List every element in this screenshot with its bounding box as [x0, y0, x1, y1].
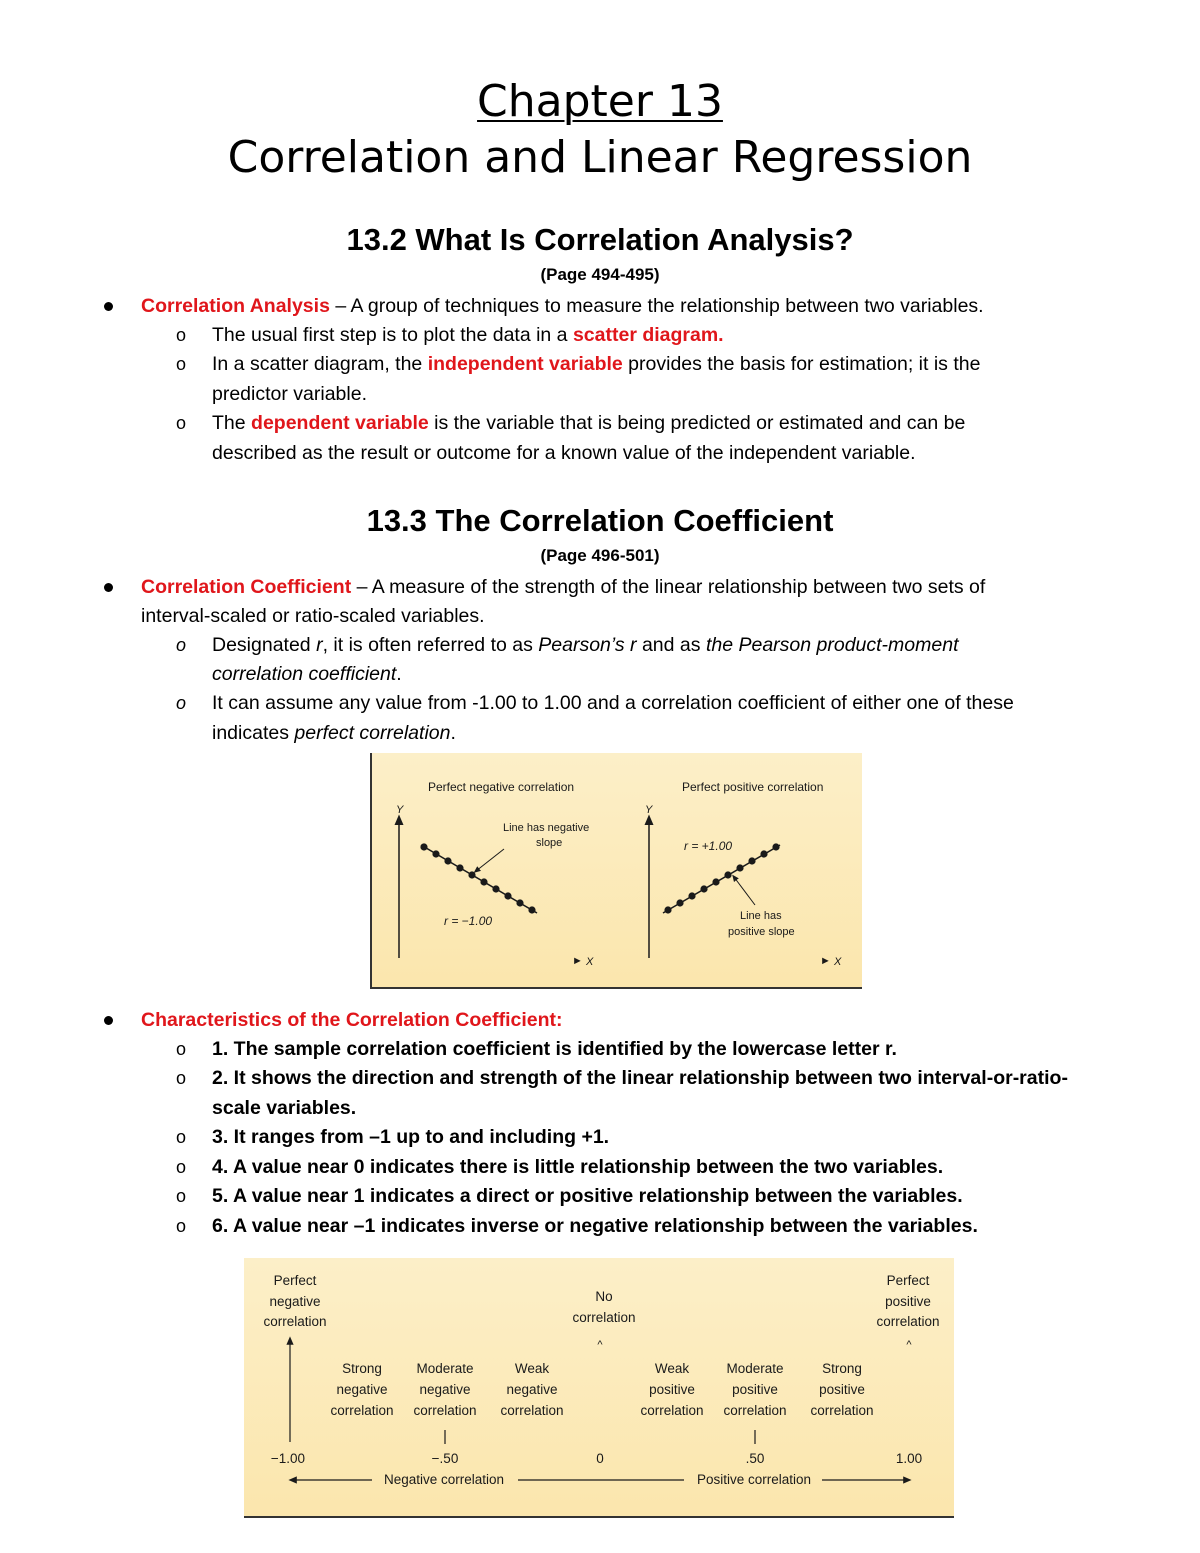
- fig2-negative-axis-label: Negative correlation: [383, 1472, 505, 1487]
- fig1-pos-data-point: [688, 892, 695, 899]
- characteristic-item-5: 5. A value near 1 indicates a direct or positive relationship between the variables.: [212, 1185, 963, 1207]
- circle-bullet-icon: o: [176, 1127, 187, 1147]
- fig1-right-x-label: X: [834, 956, 842, 968]
- chapter-title: Correlation and Linear Regression: [227, 132, 973, 183]
- fig2-moderate-neg-1: Moderate: [416, 1361, 474, 1376]
- fig1-pos-data-point: [712, 878, 719, 885]
- fig1-pos-data-point: [760, 850, 767, 857]
- section-13-2-page-ref: (Page 494-495): [540, 265, 660, 284]
- fig2-strong-neg-1: Strong: [342, 1361, 382, 1376]
- fig1-neg-data-point: [444, 857, 451, 864]
- fig1-right-y-label: Y: [645, 804, 653, 816]
- circle-bullet-icon: o: [176, 635, 187, 655]
- perfect-correlation-figure: [370, 753, 862, 989]
- dependent-variable-line: The dependent variable is the variable that is being predicted or estimated and can be: [212, 412, 966, 434]
- fig2-strong-neg-3: correlation: [330, 1403, 394, 1418]
- fig2-perfect-neg-1: Perfect: [273, 1273, 317, 1288]
- fig1-neg-r: r = −1.00: [444, 914, 493, 928]
- dependent-variable-line-cont: described as the result or outcome for a known value of the independent variable.: [212, 442, 916, 464]
- bullet-icon: [104, 583, 113, 592]
- correlation-coefficient-definition-cont: interval-scaled or ratio-scaled variables.: [141, 605, 485, 627]
- characteristics-heading: Characteristics of the Correlation Coefficient:: [141, 1009, 563, 1031]
- fig2-weak-neg-1: Weak: [514, 1361, 550, 1376]
- fig1-pos-r: r = +1.00: [684, 839, 733, 853]
- fig1-right-x-arrow-icon: ►: [820, 955, 831, 967]
- fig2-moderate-pos-3: correlation: [723, 1403, 787, 1418]
- bullet-icon: [104, 1016, 113, 1025]
- fig1-pos-note-1: Line has: [740, 910, 782, 922]
- fig2-tick-minus-1: −1.00: [270, 1451, 306, 1466]
- fig2-no-corr-caret-icon: ^: [597, 1339, 603, 1351]
- fig2-weak-neg-2: negative: [506, 1382, 558, 1397]
- fig1-left-x-label: X: [586, 956, 594, 968]
- fig1-pos-data-point: [772, 843, 779, 850]
- fig1-pos-pointer: [734, 877, 755, 905]
- fig1-pos-data-point: [700, 885, 707, 892]
- circle-bullet-icon: o: [176, 1157, 187, 1177]
- fig2-weak-pos-1: Weak: [654, 1361, 690, 1376]
- pearson-r-line-cont: correlation coefficient.: [212, 663, 402, 685]
- correlation-analysis-definition: Correlation Analysis – A group of techniques to measure the relationship between two variables.: [141, 295, 984, 317]
- fig1-neg-data-point: [432, 850, 439, 857]
- fig2-perfect-pos-caret-icon: ^: [906, 1339, 912, 1351]
- fig1-pos-data-point: [736, 864, 743, 871]
- fig2-tick-zero: 0: [596, 1451, 604, 1466]
- scatter-diagram-line: The usual first step is to plot the data in a scatter diagram.: [212, 324, 724, 346]
- section-13-2-heading: 13.2 What Is Correlation Analysis?: [346, 222, 854, 257]
- range-line-cont: indicates perfect correlation.: [212, 722, 456, 744]
- circle-bullet-icon: o: [176, 1039, 187, 1059]
- characteristic-item-1: 1. The sample correlation coefficient is identified by the lowercase letter r.: [212, 1038, 897, 1060]
- fig1-neg-data-point: [468, 871, 475, 878]
- bullet-icon: [104, 302, 113, 311]
- fig1-neg-note-1: Line has negative: [503, 822, 590, 834]
- fig2-perfect-pos-2: positive: [885, 1294, 931, 1309]
- circle-bullet-icon: o: [176, 325, 187, 345]
- term-independent-variable: independent variable: [427, 353, 623, 375]
- fig1-neg-data-point: [420, 843, 427, 850]
- fig2-positive-axis-label: Positive correlation: [696, 1472, 812, 1487]
- circle-bullet-icon: o: [176, 693, 187, 713]
- characteristic-item-2: 2. It shows the direction and strength of the linear relationship between two interval-or-ratio-: [212, 1067, 1068, 1089]
- fig1-pos-data-point: [748, 857, 755, 864]
- correlation-scale-svg: [244, 1258, 954, 1516]
- independent-variable-line-cont: predictor variable.: [212, 383, 367, 405]
- fig2-perfect-pos-1: Perfect: [886, 1273, 930, 1288]
- fig2-moderate-neg-3: correlation: [413, 1403, 477, 1418]
- correlation-scale-figure: [244, 1258, 954, 1518]
- fig1-neg-data-point: [528, 906, 535, 913]
- fig2-moderate-pos-2: positive: [732, 1382, 778, 1397]
- characteristic-item-3: 3. It ranges from –1 up to and including +1.: [212, 1126, 610, 1148]
- fig2-perfect-neg-3: correlation: [263, 1314, 327, 1329]
- fig2-no-corr-2: correlation: [572, 1310, 636, 1325]
- fig1-neg-data-point: [504, 892, 511, 899]
- section-13-3-heading: 13.3 The Correlation Coefficient: [366, 503, 834, 538]
- correlation-coefficient-definition: Correlation Coefficient – A measure of the strength of the linear relationship between two sets of: [141, 576, 986, 598]
- fig2-strong-neg-2: negative: [336, 1382, 388, 1397]
- circle-bullet-icon: o: [176, 1068, 187, 1088]
- perfect-correlation-svg: [372, 753, 862, 987]
- characteristic-item-4: 4. A value near 0 indicates there is little relationship between the two variables.: [212, 1156, 944, 1178]
- section-13-3-page-ref: (Page 496-501): [540, 546, 660, 565]
- circle-bullet-icon: o: [176, 1186, 187, 1206]
- range-line: It can assume any value from -1.00 to 1.00 and a correlation coefficient of either one of these: [212, 692, 1014, 714]
- independent-variable-line: In a scatter diagram, the independent variable provides the basis for estimation; it is the: [212, 353, 981, 375]
- fig2-tick-plus-half: .50: [745, 1451, 765, 1466]
- fig1-left-title: Perfect negative correlation: [428, 780, 575, 794]
- fig2-weak-neg-3: correlation: [500, 1403, 564, 1418]
- term-correlation-coefficient: Correlation Coefficient: [141, 576, 352, 598]
- fig1-neg-data-point: [492, 885, 499, 892]
- fig2-strong-pos-3: correlation: [810, 1403, 874, 1418]
- fig1-left-x-arrow-icon: ►: [572, 955, 583, 967]
- circle-bullet-icon: o: [176, 413, 187, 433]
- fig2-perfect-pos-3: correlation: [876, 1314, 940, 1329]
- circle-bullet-icon: o: [176, 1216, 187, 1236]
- fig1-neg-pointer: [476, 849, 504, 871]
- fig1-neg-data-point: [456, 864, 463, 871]
- fig2-perfect-neg-2: negative: [269, 1294, 321, 1309]
- fig2-weak-pos-2: positive: [649, 1382, 695, 1397]
- chapter-number: Chapter 13: [477, 76, 723, 127]
- fig1-right-title: Perfect positive correlation: [682, 780, 824, 794]
- characteristic-item-6: 6. A value near –1 indicates inverse or negative relationship between the variables.: [212, 1215, 978, 1237]
- fig2-moderate-pos-1: Moderate: [726, 1361, 784, 1376]
- fig2-tick-minus-half: −.50: [431, 1451, 459, 1466]
- fig1-neg-note-2: slope: [536, 837, 563, 849]
- term-scatter-diagram: scatter diagram.: [572, 324, 724, 346]
- fig2-no-corr-1: No: [595, 1289, 613, 1304]
- fig1-pos-note-2: positive slope: [728, 926, 795, 938]
- fig1-pos-data-point: [724, 871, 731, 878]
- fig1-pos-data-point: [676, 899, 683, 906]
- fig2-strong-pos-1: Strong: [822, 1361, 862, 1376]
- fig2-strong-pos-2: positive: [819, 1382, 865, 1397]
- pearson-r-line: Designated r, it is often referred to as Pearson’s r and as the Pearson product-moment: [212, 634, 959, 656]
- fig2-moderate-neg-2: negative: [419, 1382, 471, 1397]
- characteristic-item-2-cont: scale variables.: [212, 1097, 357, 1119]
- fig1-neg-data-point: [516, 899, 523, 906]
- circle-bullet-icon: o: [176, 354, 187, 374]
- fig1-neg-data-point: [480, 878, 487, 885]
- fig1-pos-data-point: [664, 906, 671, 913]
- fig2-weak-pos-3: correlation: [640, 1403, 704, 1418]
- fig1-left-y-label: Y: [396, 804, 404, 816]
- term-correlation-analysis: Correlation Analysis: [141, 295, 330, 317]
- term-dependent-variable: dependent variable: [251, 412, 429, 434]
- fig2-tick-plus-1: 1.00: [895, 1451, 923, 1466]
